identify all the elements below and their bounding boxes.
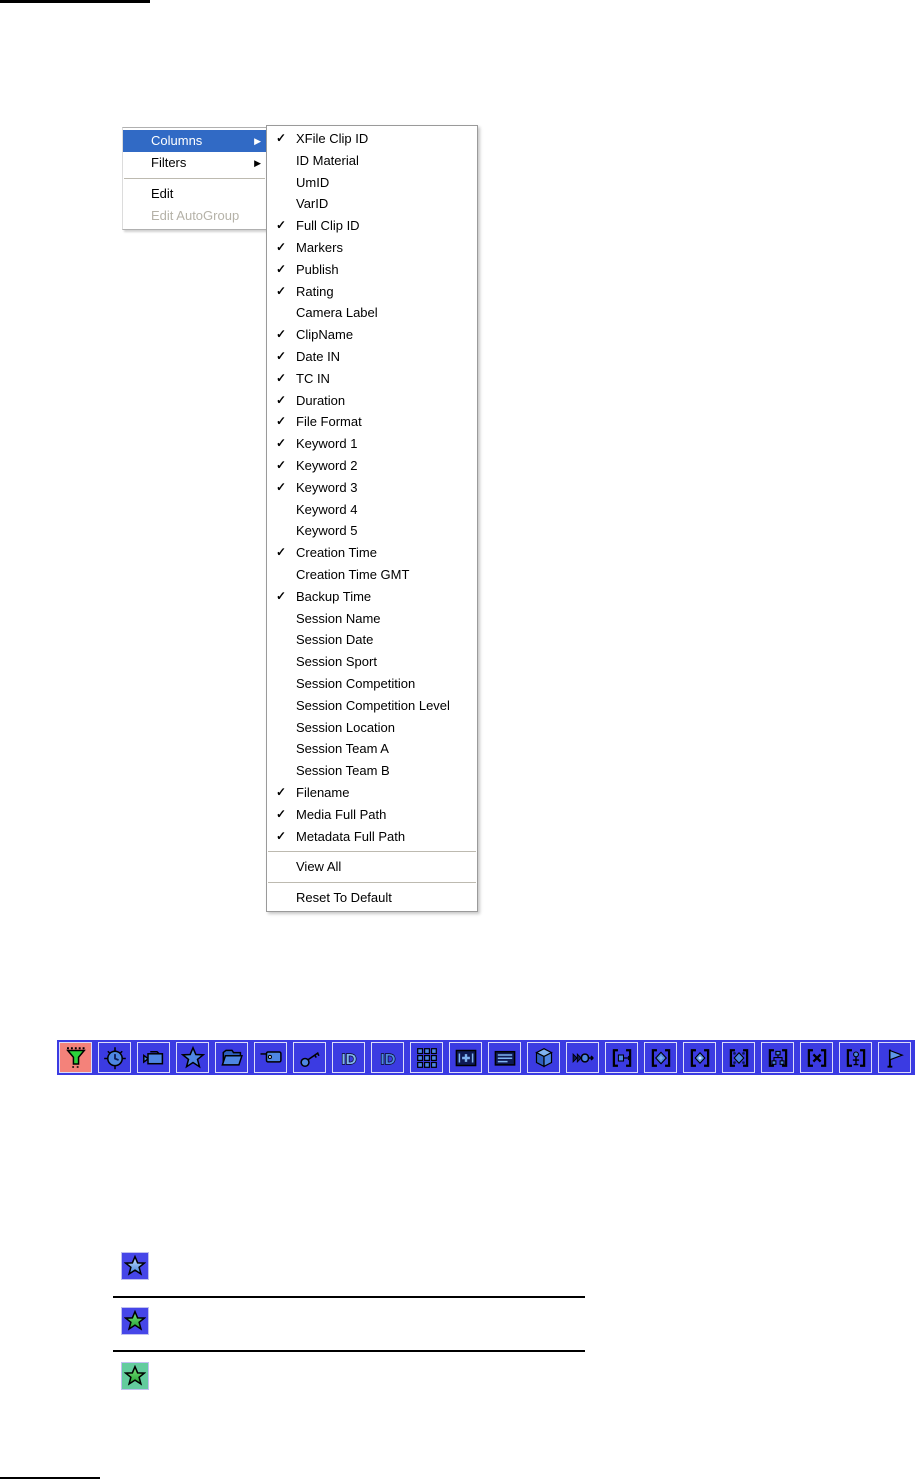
checkmark-icon: ✓ — [276, 806, 287, 821]
list-view-icon — [493, 1046, 517, 1070]
checkmark-icon: ✓ — [276, 370, 287, 385]
legend-separator-rule — [113, 1296, 585, 1298]
submenu-item-label: Session Location — [296, 719, 396, 735]
toolbar-button-cube[interactable] — [527, 1042, 560, 1073]
toolbar-button-bracket-diamond[interactable] — [683, 1042, 716, 1073]
submenu-item-label: Date IN — [296, 348, 341, 364]
submenu-item-keyword-1[interactable] — [267, 433, 477, 455]
submenu-item-label: View All — [296, 859, 342, 875]
submenu-item-backup-time[interactable] — [267, 586, 477, 608]
submenu-item-session-date[interactable] — [267, 629, 477, 651]
submenu-item-label: Filename — [296, 784, 350, 800]
submenu-item-label: Markers — [296, 239, 343, 255]
menu-item-label: Edit AutoGroup — [151, 208, 240, 223]
toolbar-button-tag[interactable] — [254, 1042, 287, 1073]
submenu-item-label: Keyword 2 — [296, 457, 358, 473]
toolbar-button-bracket-x[interactable] — [800, 1042, 833, 1073]
submenu-item-full-clip-id[interactable] — [267, 215, 477, 237]
bracket-diamond-icon — [688, 1046, 712, 1070]
submenu-item-session-competition[interactable] — [267, 673, 477, 695]
submenu-item-creation-time-gmt[interactable] — [267, 564, 477, 586]
bracket-diamond-dots-icon — [727, 1046, 751, 1070]
submenu-item-label: Duration — [296, 392, 346, 408]
submenu-item-markers[interactable] — [267, 237, 477, 259]
toolbar-button-open-folder[interactable] — [215, 1042, 248, 1073]
submenu-item-label: Session Sport — [296, 654, 377, 670]
menu-item-label: Filters — [151, 155, 187, 170]
export-clip-icon — [571, 1046, 595, 1070]
submenu-item-view-all[interactable] — [267, 856, 477, 878]
submenu-item-session-team-b[interactable] — [267, 760, 477, 782]
bracket-person-icon — [844, 1046, 868, 1070]
submenu-item-xfile-clip-id[interactable] — [267, 128, 477, 150]
header-rule — [0, 0, 150, 3]
submenu-item-umid[interactable] — [267, 172, 477, 194]
checkmark-icon: ✓ — [276, 283, 287, 298]
submenu-item-label: Keyword 1 — [296, 436, 358, 452]
submenu-item-metadata-full-path[interactable] — [267, 826, 477, 848]
checkmark-icon: ✓ — [276, 479, 287, 494]
id-badge-icon — [337, 1046, 361, 1070]
toolbar-button-video-camera[interactable] — [137, 1042, 170, 1073]
submenu-item-label: File Format — [296, 414, 362, 430]
submenu-item-file-format[interactable] — [267, 411, 477, 433]
submenu-item-label: ID Material — [296, 152, 359, 168]
submenu-item-label: VarID — [296, 196, 329, 212]
open-folder-icon — [220, 1046, 244, 1070]
submenu-item-session-team-a[interactable] — [267, 738, 477, 760]
video-camera-icon — [142, 1046, 166, 1070]
filter-funnel-icon — [64, 1046, 88, 1070]
toolbar-button-list-view[interactable] — [488, 1042, 521, 1073]
toolbar-button-monitor-plus[interactable] — [449, 1042, 482, 1073]
menu-item-label: Columns — [151, 133, 203, 148]
menu-separator — [267, 847, 477, 856]
submenu-item-label: Media Full Path — [296, 806, 387, 822]
thumbnail-grid-icon — [415, 1046, 439, 1070]
submenu-item-label: Backup Time — [296, 588, 372, 604]
clip-arrow-brackets-icon — [610, 1046, 634, 1070]
toolbar-button-star[interactable] — [176, 1042, 209, 1073]
menu-separator — [267, 878, 477, 887]
id-badge-alt-icon — [376, 1046, 400, 1070]
columns-submenu — [266, 125, 478, 912]
checkmark-icon: ✓ — [276, 218, 287, 233]
submenu-item-rating[interactable] — [267, 281, 477, 303]
checkmark-icon: ✓ — [276, 784, 287, 799]
submenu-arrow-icon: ▶ — [254, 136, 261, 146]
submenu-item-label: Rating — [296, 283, 334, 299]
submenu-item-date-in[interactable] — [267, 346, 477, 368]
submenu-item-label: Session Competition Level — [296, 697, 450, 713]
context-menu — [122, 127, 267, 230]
submenu-item-duration[interactable] — [267, 390, 477, 412]
submenu-item-id-material[interactable] — [267, 150, 477, 172]
toolbar-button-timer-crosshair[interactable] — [98, 1042, 131, 1073]
submenu-item-keyword-5[interactable] — [267, 520, 477, 542]
submenu-item-label: ClipName — [296, 327, 354, 343]
submenu-item-keyword-2[interactable] — [267, 455, 477, 477]
toolbar-button-thumbnail-grid[interactable] — [410, 1042, 443, 1073]
submenu-item-tc-in[interactable] — [267, 368, 477, 390]
toolbar — [57, 1040, 915, 1075]
submenu-item-label: Reset To Default — [296, 890, 392, 906]
cube-icon — [532, 1046, 556, 1070]
toolbar-button-id-badge-alt[interactable] — [371, 1042, 404, 1073]
submenu-item-keyword-4[interactable] — [267, 499, 477, 521]
checkmark-icon: ✓ — [276, 348, 287, 363]
menu-item-edit[interactable] — [123, 183, 266, 205]
checkmark-icon: ✓ — [276, 588, 287, 603]
checkmark-icon: ✓ — [276, 414, 287, 429]
star-green-on-blue — [121, 1307, 149, 1335]
timer-crosshair-icon — [103, 1046, 127, 1070]
star-icon — [181, 1046, 205, 1070]
toolbar-button-key[interactable] — [293, 1042, 326, 1073]
checkmark-icon: ✓ — [276, 457, 287, 472]
submenu-item-session-sport[interactable] — [267, 651, 477, 673]
submenu-item-camera-label[interactable] — [267, 302, 477, 324]
menu-item-edit-autogroup[interactable] — [123, 205, 266, 227]
submenu-item-label: Creation Time — [296, 545, 377, 561]
submenu-item-label: UmID — [296, 174, 330, 190]
checkmark-icon: ✓ — [276, 327, 287, 342]
submenu-item-publish[interactable] — [267, 259, 477, 281]
checkmark-icon: ✓ — [276, 436, 287, 451]
menu-item-label: Edit — [151, 186, 174, 201]
checkmark-icon: ✓ — [276, 239, 287, 254]
submenu-item-label: Full Clip ID — [296, 218, 360, 234]
bracket-tree-icon — [766, 1046, 790, 1070]
submenu-item-label: TC IN — [296, 370, 330, 386]
key-icon — [298, 1046, 322, 1070]
bracket-diamond-lines-icon — [649, 1046, 673, 1070]
legend-separator-rule — [113, 1350, 585, 1352]
menu-separator — [123, 174, 266, 183]
submenu-item-label: Session Team A — [296, 741, 389, 757]
toolbar-button-bracket-diamond-lines[interactable] — [644, 1042, 677, 1073]
checkmark-icon: ✓ — [276, 261, 287, 276]
monitor-plus-icon — [454, 1046, 478, 1070]
submenu-arrow-icon: ▶ — [254, 158, 261, 168]
submenu-item-session-competition-level[interactable] — [267, 695, 477, 717]
submenu-item-creation-time[interactable] — [267, 542, 477, 564]
toolbar-button-flag[interactable] — [878, 1042, 911, 1073]
submenu-item-label: Publish — [296, 261, 339, 277]
checkmark-icon: ✓ — [276, 545, 287, 560]
submenu-item-label: Session Team B — [296, 763, 390, 779]
checkmark-icon: ✓ — [276, 392, 287, 407]
star-green-on-blue-icon — [124, 1310, 146, 1332]
toolbar-button-bracket-person[interactable] — [839, 1042, 872, 1073]
submenu-item-filename[interactable] — [267, 782, 477, 804]
toolbar-button-bracket-tree[interactable] — [761, 1042, 794, 1073]
submenu-item-session-location[interactable] — [267, 717, 477, 739]
toolbar-button-id-badge[interactable] — [332, 1042, 365, 1073]
bracket-x-icon — [805, 1046, 829, 1070]
submenu-item-label: Session Date — [296, 632, 374, 648]
submenu-item-label: Creation Time GMT — [296, 566, 410, 582]
tag-icon — [259, 1046, 283, 1070]
flag-icon — [883, 1046, 907, 1070]
footer-rule — [0, 1477, 100, 1479]
menu-item-columns[interactable] — [123, 130, 266, 152]
submenu-item-label: Camera Label — [296, 305, 378, 321]
star-blue-on-blue-icon — [124, 1255, 146, 1277]
submenu-item-label: XFile Clip ID — [296, 131, 369, 146]
star-green-on-teal — [121, 1362, 149, 1390]
submenu-item-session-name[interactable] — [267, 608, 477, 630]
toolbar-button-clip-arrow-brackets[interactable] — [605, 1042, 638, 1073]
submenu-item-media-full-path[interactable] — [267, 804, 477, 826]
star-green-on-teal-icon — [124, 1365, 146, 1387]
submenu-item-label: Keyword 4 — [296, 501, 358, 517]
submenu-item-label: Metadata Full Path — [296, 828, 406, 844]
svg-text:ID: ID — [380, 1050, 395, 1068]
submenu-item-label: Keyword 3 — [296, 479, 358, 495]
toolbar-button-bracket-diamond-dots[interactable] — [722, 1042, 755, 1073]
submenu-item-clipname[interactable] — [267, 324, 477, 346]
checkmark-icon: ✓ — [276, 131, 287, 145]
menu-item-filters[interactable] — [123, 152, 266, 174]
submenu-item-varid[interactable] — [267, 193, 477, 215]
star-blue-on-blue — [121, 1252, 149, 1280]
submenu-item-label: Session Competition — [296, 675, 416, 691]
toolbar-button-filter-funnel[interactable] — [59, 1042, 92, 1073]
submenu-item-keyword-3[interactable] — [267, 477, 477, 499]
checkmark-icon: ✓ — [276, 828, 287, 843]
svg-text:ID: ID — [341, 1050, 356, 1068]
submenu-item-reset-to-default[interactable] — [267, 887, 477, 909]
submenu-item-label: Session Name — [296, 610, 381, 626]
submenu-item-label: Keyword 5 — [296, 523, 358, 539]
toolbar-button-export-clip[interactable] — [566, 1042, 599, 1073]
